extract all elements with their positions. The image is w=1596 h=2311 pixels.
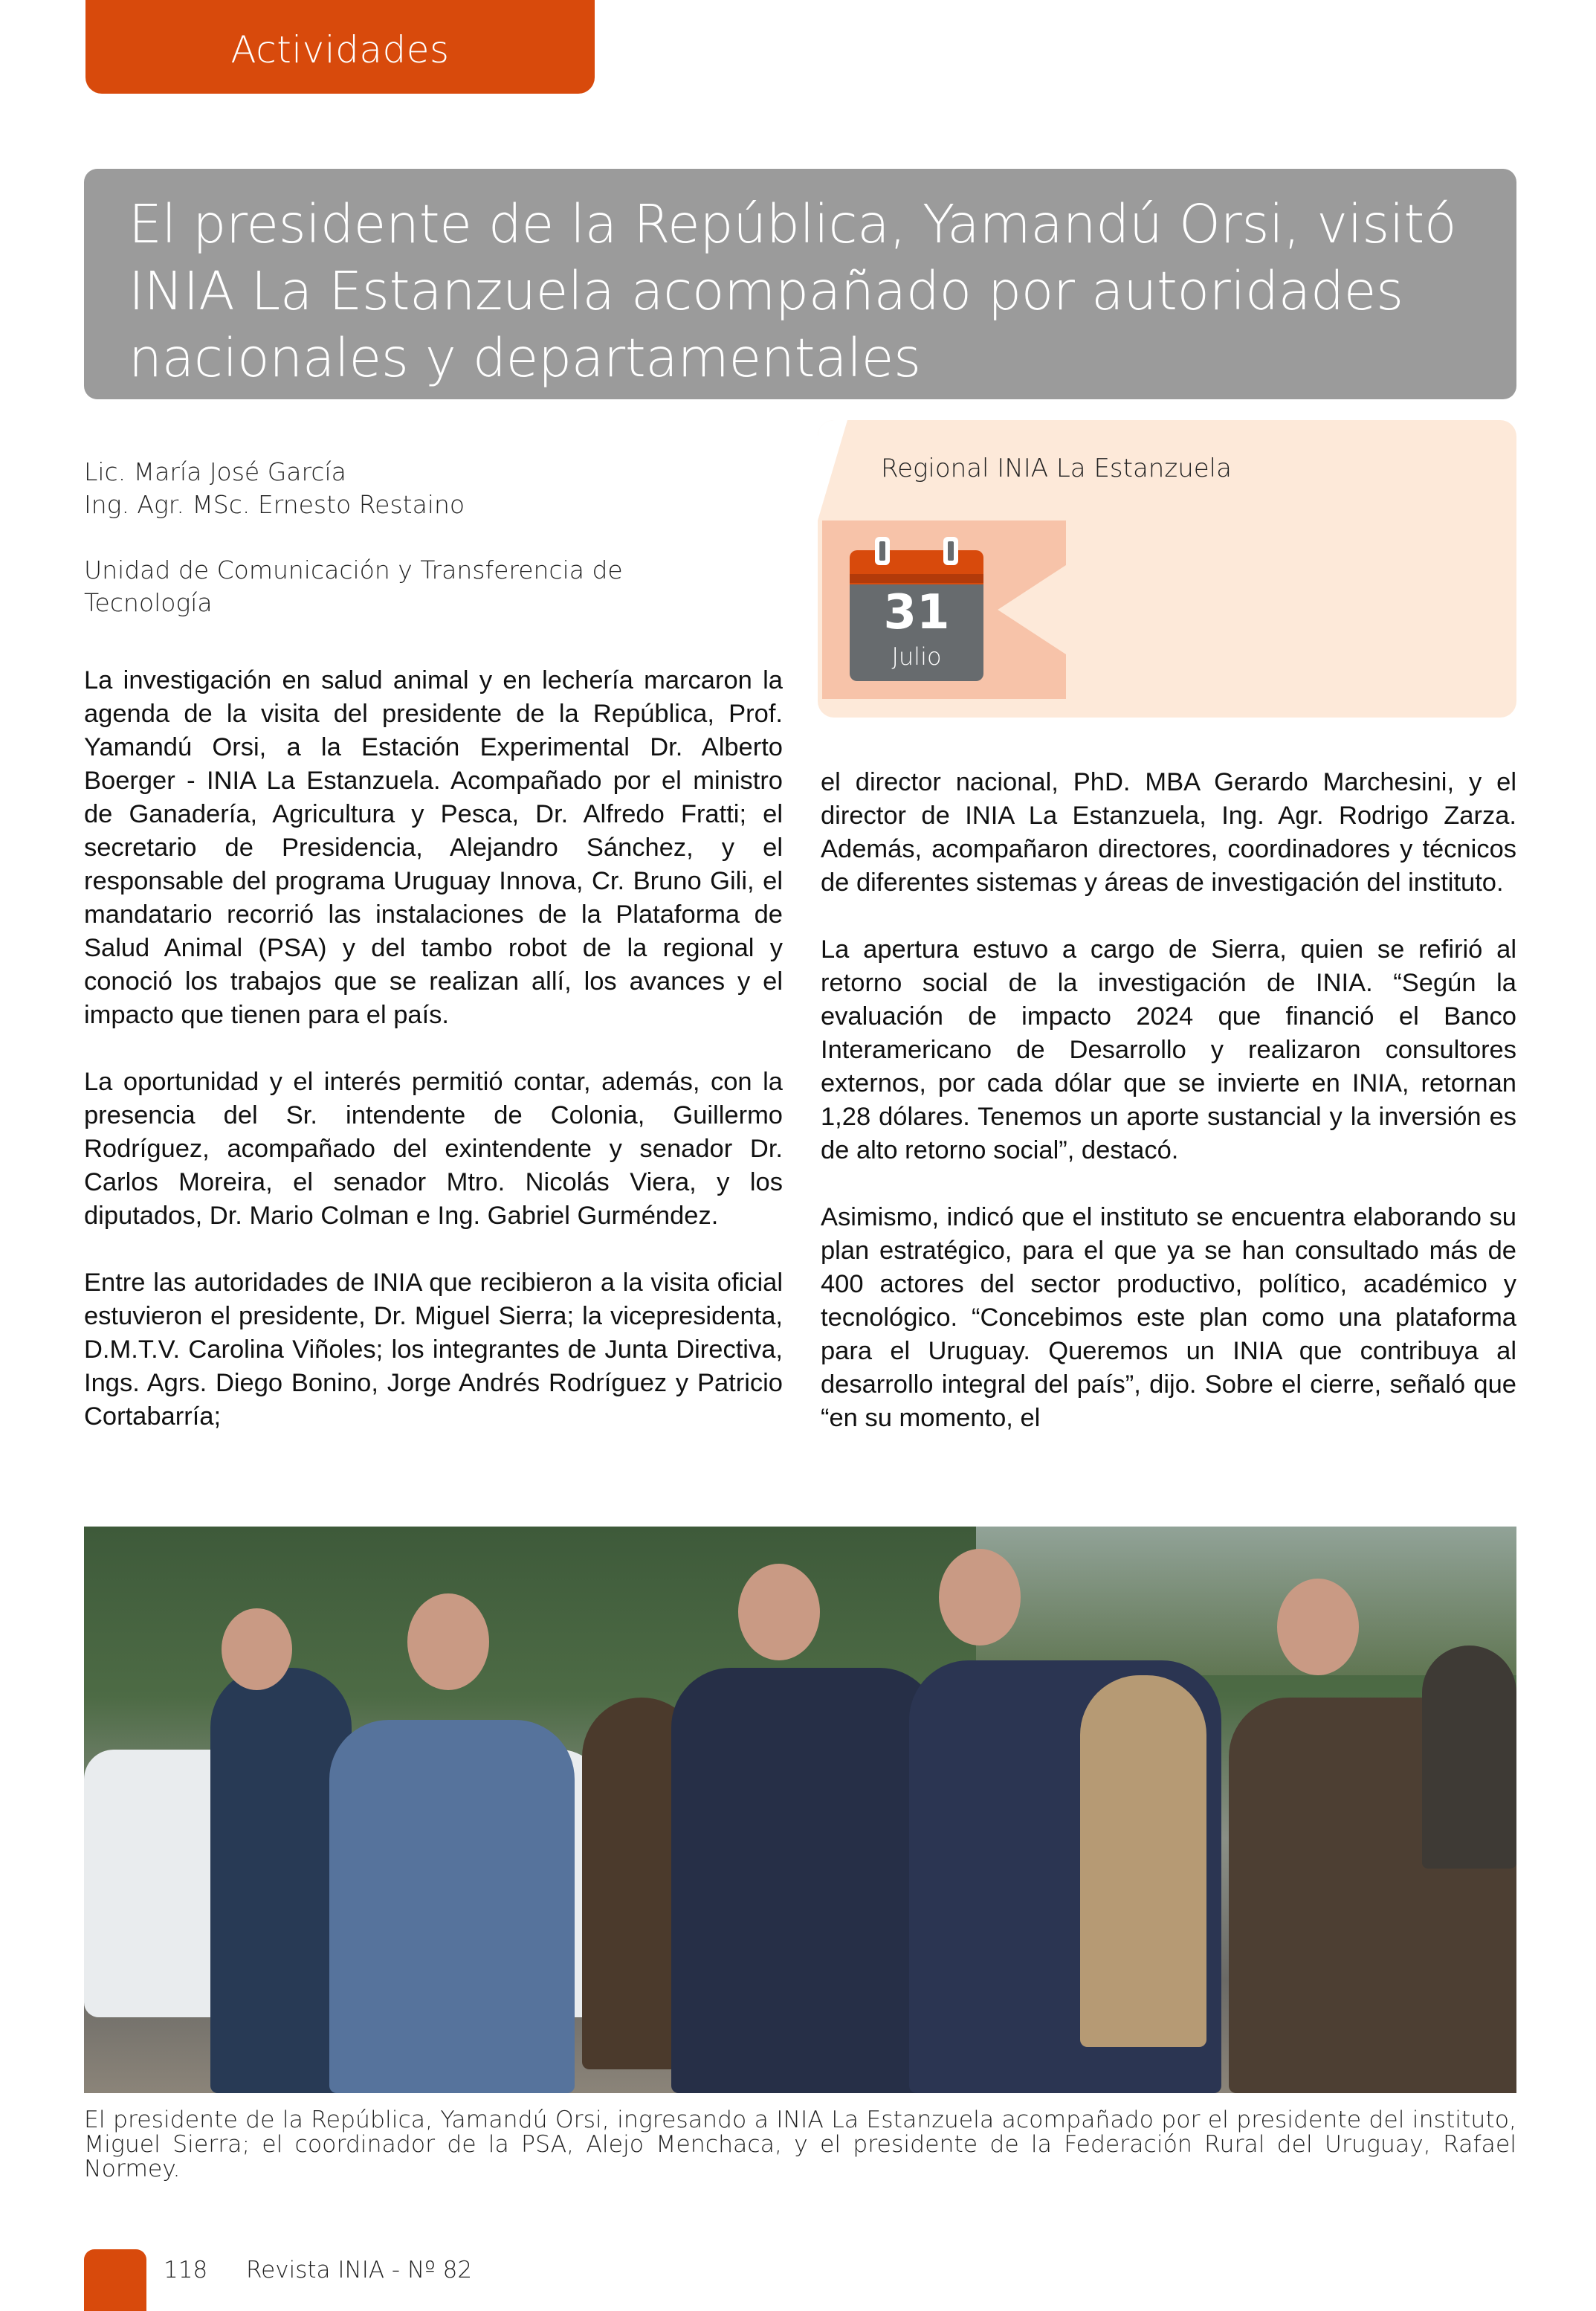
section-label: Actividades bbox=[230, 28, 450, 71]
article-photo bbox=[84, 1527, 1516, 2093]
byline bbox=[84, 456, 753, 619]
author-2: Ing. Agr. MSc. Ernesto Restaino bbox=[84, 490, 465, 519]
page-number: 118 bbox=[164, 2257, 208, 2283]
paragraph: Asimismo, indicó que el instituto se encuentra elaborando su plan estratégico, para el que ya se han consultado más de 400 actores del sector productivo, político, académico y tecnológico. “Concebimos este plan como una plataforma para el Uruguay. Queremos un INIA que contribuya al desarrollo integral del país”, dijo. Sobre el cierre, señaló que “en su momento, el bbox=[821, 1203, 1516, 1432]
paragraph: La investigación en salud animal y en lechería marcaron la agenda de la visita del presidente de la República, Prof. Yamandú Orsi, a la Estación Experimental Dr. Alberto Boerger - INIA La Estanzuela. Acompañado por el ministro de Ganadería, Agricultura y Pesca, Dr. Alfredo Fratti; el secretario de Presidencia, Alejandro Sánchez, y el responsable del programa Uruguay Innova, Cr. Bruno Gili, el mandatario recorrió las instalaciones de la Plataforma de Salud Animal (PSA) y del tambo robot de la regional y conoció los trabajos que se realizan allí, los avances y el impacto que tienen para el país. bbox=[84, 666, 783, 1029]
section-tab bbox=[85, 0, 595, 94]
author-unit: Unidad de Comunicación y Transferencia de Tecnología bbox=[84, 555, 623, 617]
photo-caption: El presidente de la República, Yamandú Orsi, ingresando a INIA La Estanzuela acompañado por el presidente del instituto, Miguel Sierra; el coordinador de la PSA, Alejo Menchaca, y el presidente de la Federación Rural del Uruguay, Rafael Normey. bbox=[84, 2107, 1516, 2182]
footer bbox=[164, 2257, 472, 2283]
calendar-icon bbox=[850, 537, 983, 678]
event-day: 31 bbox=[883, 585, 950, 640]
publication-name: Revista INIA - Nº 82 bbox=[246, 2257, 473, 2283]
footer-accent bbox=[84, 2249, 146, 2311]
author-1: Lic. María José García bbox=[84, 457, 346, 486]
body-column-right bbox=[821, 766, 1516, 1469]
article-title-box bbox=[84, 169, 1516, 399]
event-month: Julio bbox=[891, 642, 942, 671]
card-notch bbox=[818, 420, 847, 520]
event-region: Regional INIA La Estanzuela bbox=[881, 454, 1232, 483]
paragraph: La apertura estuvo a cargo de Sierra, quien se refirió al retorno social de la investigación de INIA. “Según la evaluación de impacto 2024 que financió el Banco Interamericano de Desarrollo y realizaron consultores externos, por cada dólar que se invierte en INIA, retornan 1,28 dólares. Tenemos un aporte sustancial y la inversión es de alto retorno social”, destacó. bbox=[821, 935, 1516, 1164]
body-column-left bbox=[84, 664, 783, 1467]
paragraph: Entre las autoridades de INIA que recibieron a la visita oficial estuvieron el presidente, Dr. Miguel Sierra; la vicepresidenta, D.M.T.V. Carolina Viñoles; los integrantes de Junta Directiva, Ings. Agrs. Diego Bonino, Jorge Andrés Rodríguez y Patricio Cortabarría; bbox=[84, 1269, 783, 1431]
paragraph: La oportunidad y el interés permitió contar, además, con la presencia del Sr. intendente de Colonia, Guillermo Rodríguez, acompañado del exintendente y senador Dr. Carlos Moreira, el senador Mtro. Nicolás Viera, y los diputados, Dr. Mario Colman e Ing. Gabriel Gurméndez. bbox=[84, 1068, 783, 1230]
article-title: El presidente de la República, Yamandú Orsi, visitó INIA La Estanzuela acompañado por autoridades nacionales y departamentales bbox=[129, 193, 1457, 389]
paragraph: el director nacional, PhD. MBA Gerardo Marchesini, y el director de INIA La Estanzuela, Ing. Agr. Rodrigo Zarza. Además, acompañaron directores, coordinadores y técnicos de diferentes sistemas y áreas de investigación del instituto. bbox=[821, 768, 1516, 897]
